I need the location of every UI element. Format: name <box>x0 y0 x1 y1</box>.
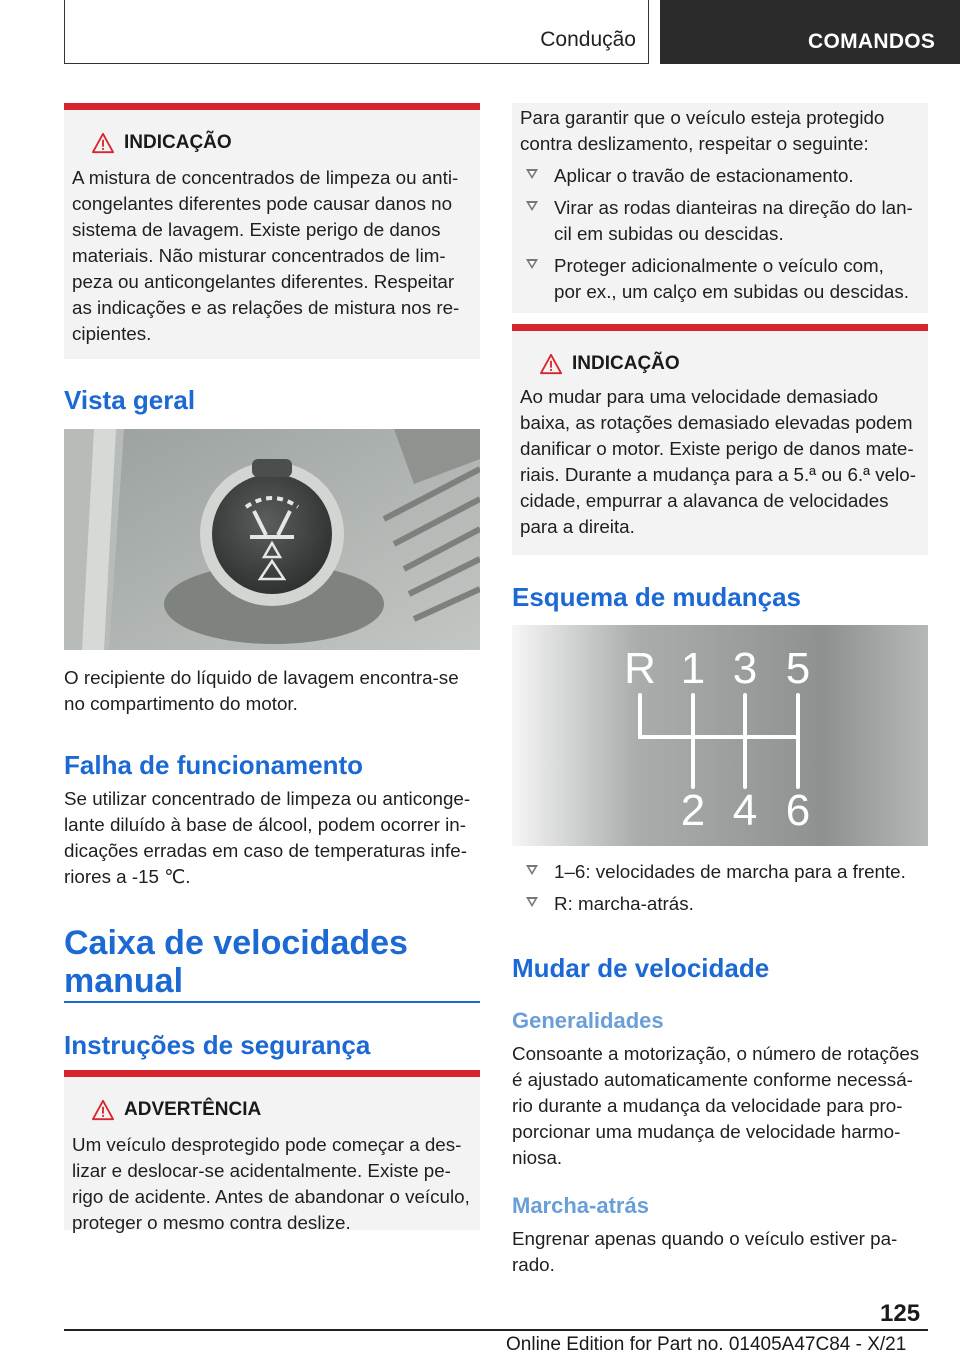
text-line: é ajustado automaticamente conforme necessá- <box>512 1069 913 1090</box>
list-item: Aplicar o travão de estacionamento. <box>512 163 926 189</box>
reservoir-cap-illustration <box>64 429 480 650</box>
section-esquema: Esquema de mudanças <box>512 582 801 612</box>
gear-label-2: 2 <box>680 786 706 835</box>
marcha-text <box>512 1226 928 1278</box>
footer-divider <box>64 1329 928 1331</box>
gear-label-3: 3 <box>732 644 758 693</box>
gear-label-5: 5 <box>785 644 811 693</box>
notice-title: INDICAÇÃO <box>572 353 680 374</box>
notice-title: INDICAÇÃO <box>124 132 232 153</box>
gear-pattern-illustration <box>512 625 928 846</box>
notice-heading <box>540 353 680 375</box>
text-line: porcionar uma mudança de velocidade harmo- <box>512 1121 901 1142</box>
chapter-title-caixa <box>64 924 480 1000</box>
text-line: O recipiente do líquido de lavagem encontra-se <box>64 667 459 688</box>
notice-text <box>520 384 926 540</box>
bullet-triangle-icon <box>526 169 538 179</box>
text-line: as indicações e as relações de mistura nos re- <box>72 297 460 318</box>
title-line: Caixa de velocidades <box>64 924 408 962</box>
text-line: A mistura de concentrados de limpeza ou anti- <box>72 167 459 188</box>
text-line: rado. <box>512 1254 555 1275</box>
washer-reservoir-photo <box>64 429 480 650</box>
text-line: cipientes. <box>72 323 152 344</box>
text-line: congelantes diferentes pode causar danos no <box>72 193 453 214</box>
text-line: riais. Durante a mudança para a 5.ª ou 6.ª velo- <box>520 464 917 485</box>
text-line: contra deslizamento, respeitar o seguinte: <box>520 133 869 154</box>
text-line: Se utilizar concentrado de limpeza ou anticonge- <box>64 788 471 809</box>
bullet-triangle-icon <box>526 201 538 211</box>
title-line: manual <box>64 962 184 1000</box>
text-line: Para garantir que o veículo esteja protegido <box>520 107 885 128</box>
text-line: proteger o mesmo contra deslize. <box>72 1212 351 1233</box>
title-divider <box>64 1001 480 1003</box>
text-line: danificar o motor. Existe perigo de danos mate- <box>520 438 914 459</box>
continued-box <box>512 103 928 313</box>
notice-box-2 <box>512 324 928 555</box>
gear-label-6: 6 <box>785 786 811 835</box>
text-line: baixa, as rotações demasiado elevadas podem <box>520 412 913 433</box>
notice-box-1 <box>64 103 480 359</box>
text-line: rio durante a mudança da velocidade para pro- <box>512 1095 903 1116</box>
list-item: Proteger adicionalmente o veículo com, por ex., um calço em subidas ou descidas. <box>512 253 926 305</box>
text-line: Engrenar apenas quando o veículo estiver pa- <box>512 1228 898 1249</box>
section-mudar: Mudar de velocidade <box>512 953 770 983</box>
gear-shift-pattern <box>512 625 928 846</box>
text-line: riores a -15 ℃. <box>64 866 191 887</box>
warning-triangle-icon <box>92 1099 114 1121</box>
section-falha: Falha de funcionamento <box>64 750 364 780</box>
list-item: Virar as rodas dianteiras na direção do lan- cil em subidas ou descidas. <box>512 195 926 247</box>
text-line: materiais. Não misturar concentrados de lim- <box>72 245 446 266</box>
warning-bar <box>64 1070 480 1077</box>
header-section-label: Condução <box>540 28 636 51</box>
warning-title: ADVERTÊNCIA <box>124 1099 262 1120</box>
list-item: R: marcha-atrás. <box>512 891 928 917</box>
notice-bar <box>64 103 480 110</box>
gear-label-4: 4 <box>732 786 758 835</box>
gear-legend-list <box>512 859 928 923</box>
page-number: 125 <box>880 1300 921 1327</box>
text-line: peza ou anticongelantes diferentes. Respeitar <box>72 271 455 292</box>
warning-triangle-icon <box>540 353 562 375</box>
text-line: rigo de acidente. Antes de abandonar o veículo, <box>72 1186 470 1207</box>
generalidades-text <box>512 1041 928 1171</box>
text-line: no compartimento do motor. <box>64 693 298 714</box>
text-line: lante diluído à base de álcool, podem ocorrer in- <box>64 814 466 835</box>
text-line: Consoante a motorização, o número de rotações <box>512 1043 920 1064</box>
falha-text <box>64 786 480 890</box>
list-item: 1–6: velocidades de marcha para a frente. <box>512 859 928 885</box>
notice-bar <box>512 324 928 331</box>
header-section-box <box>64 0 649 64</box>
bullet-triangle-icon <box>526 897 538 907</box>
text-line: Um veículo desprotegido pode começar a des- <box>72 1134 462 1155</box>
section-vista-geral: Vista geral <box>64 385 196 415</box>
warning-text <box>72 1132 478 1236</box>
text-line: dicações erradas em caso de temperaturas infe- <box>64 840 467 861</box>
text-line: lizar e deslocar-se acidentalmente. Existe pe- <box>72 1160 451 1181</box>
warning-heading <box>92 1099 261 1121</box>
reservoir-caption <box>64 665 480 717</box>
notice-text <box>72 165 478 347</box>
header-chapter-tab <box>660 0 960 64</box>
text-line: para a direita. <box>520 516 635 537</box>
text-line: niosa. <box>512 1147 563 1168</box>
bullet-triangle-icon <box>526 259 538 269</box>
bullet-triangle-icon <box>526 865 538 875</box>
text-line: cidade, empurrar a alavanca de velocidades <box>520 490 889 511</box>
section-instrucoes: Instruções de segurança <box>64 1030 371 1060</box>
text-line: Ao mudar para uma velocidade demasiado <box>520 386 879 407</box>
gear-label-r: R <box>624 644 656 693</box>
notice-heading <box>92 132 232 154</box>
warning-triangle-icon <box>92 132 114 154</box>
header-chapter-label: COMANDOS <box>808 30 936 53</box>
precaution-list <box>512 163 926 311</box>
subsection-generalidades: Generalidades <box>512 1008 664 1033</box>
footer-edition: Online Edition for Part no. 01405A47C84 - X/21 <box>506 1334 907 1355</box>
gear-label-1: 1 <box>680 644 706 693</box>
subsection-marcha-atras: Marcha-atrás <box>512 1193 649 1218</box>
continued-intro <box>520 105 926 157</box>
text-line: sistema de lavagem. Existe perigo de danos <box>72 219 441 240</box>
warning-box <box>64 1070 480 1233</box>
